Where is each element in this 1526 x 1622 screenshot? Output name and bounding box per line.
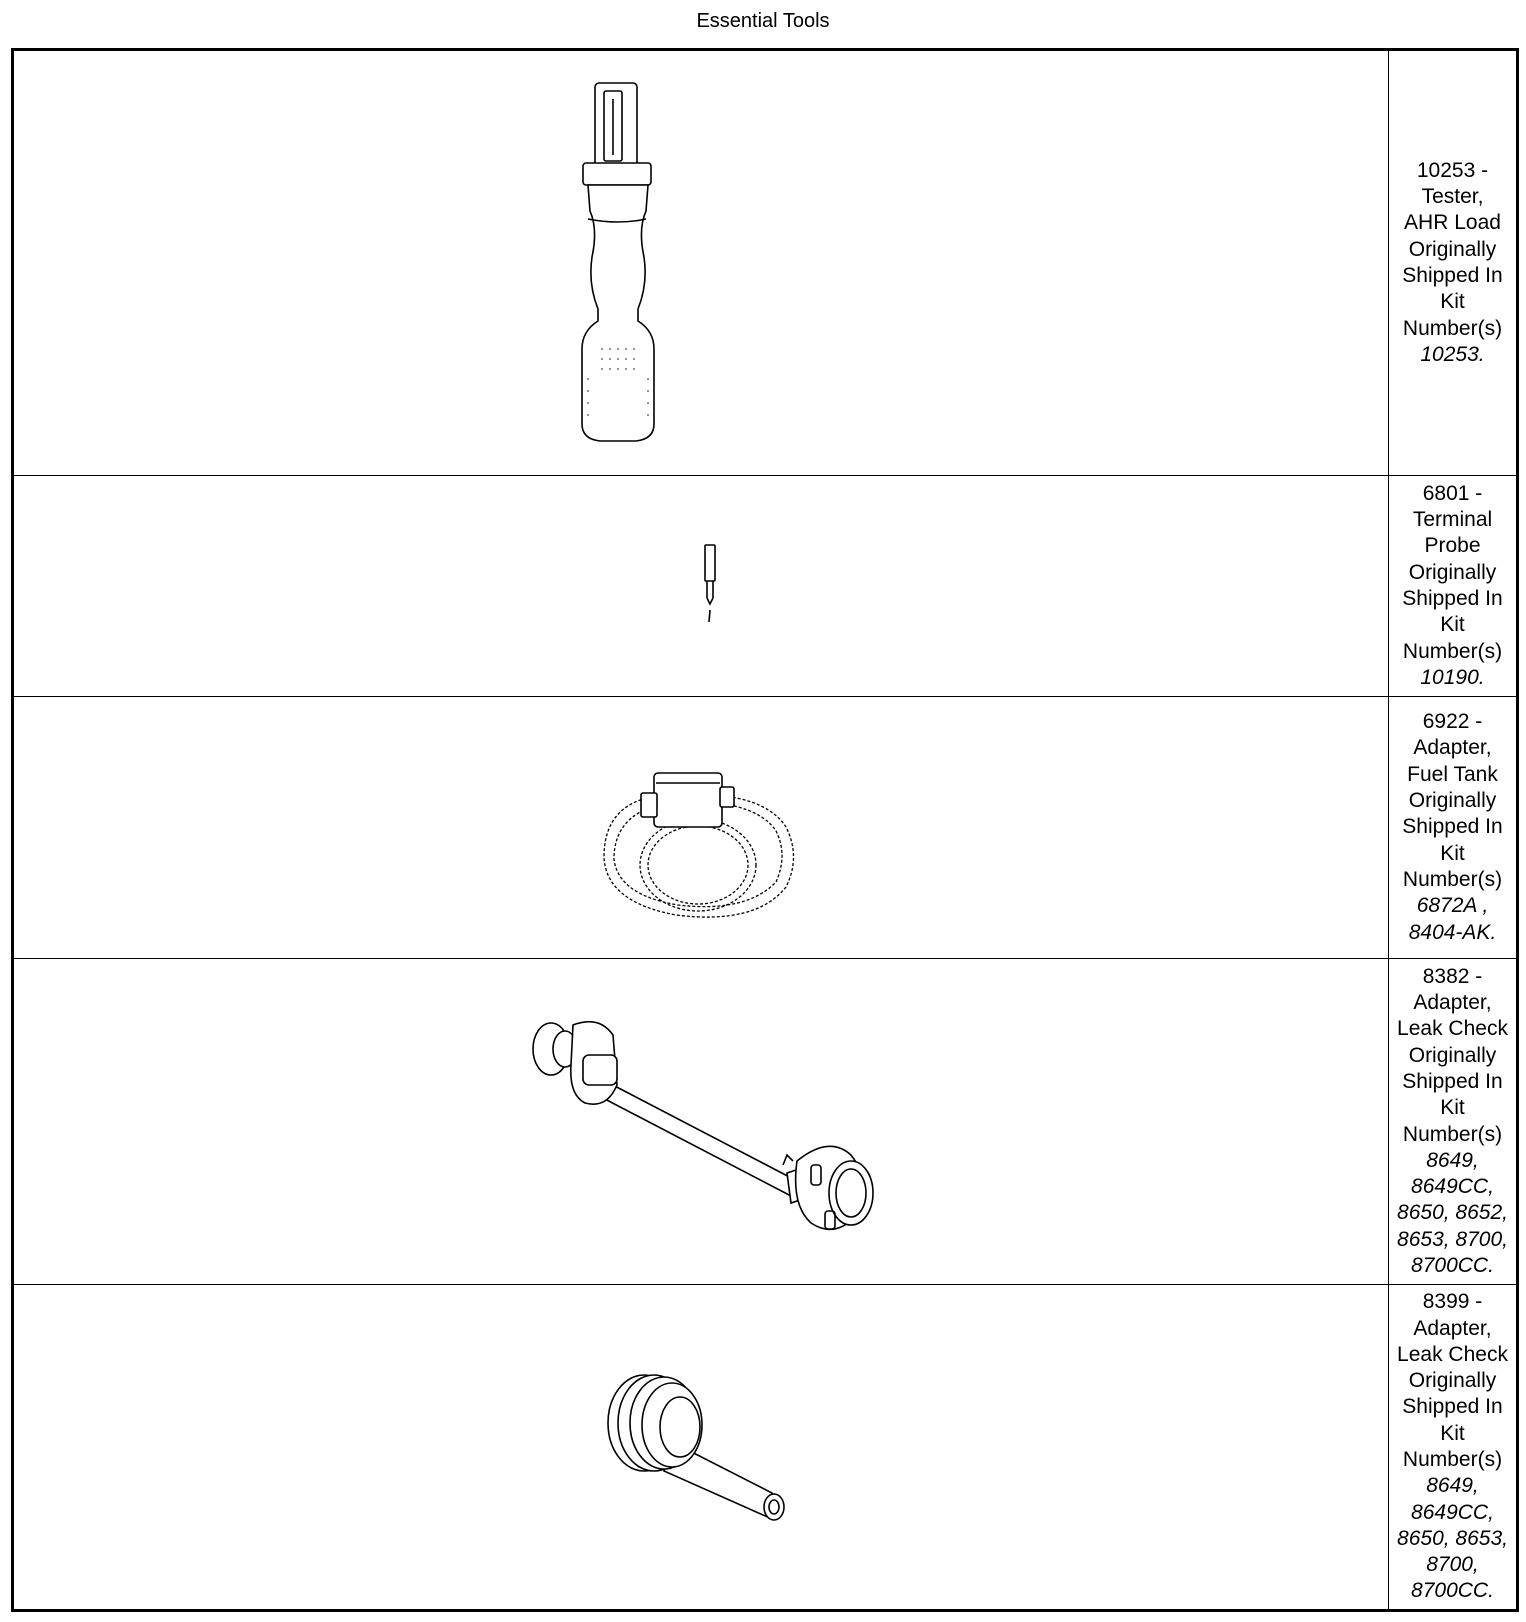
tool-description xyxy=(1389,1289,1516,1605)
description-line: Number(s) xyxy=(1402,1448,1503,1471)
description-line: Shipped In xyxy=(1402,1395,1503,1419)
tool-description xyxy=(1389,964,1516,1280)
page-title: Essential Tools xyxy=(696,10,830,32)
description-line: 8399 - xyxy=(1422,1290,1483,1314)
kit-number: 10253. xyxy=(1420,342,1485,366)
description-line: Number(s) xyxy=(1402,867,1503,891)
description-line: Number(s) xyxy=(1402,316,1503,340)
description-line: 6922 - xyxy=(1422,710,1483,734)
kit-number: 6872A , xyxy=(1416,894,1489,918)
tool-description xyxy=(1389,481,1516,691)
terminal-probe-icon xyxy=(698,542,722,626)
kit-number: 8404-AK. xyxy=(1408,920,1497,944)
tool-illustration-cell xyxy=(13,476,1389,697)
description-line: Adapter, xyxy=(1413,991,1492,1015)
description-line: Originally xyxy=(1408,237,1497,261)
tool-illustration-cell xyxy=(13,959,1389,1285)
tools-table xyxy=(11,48,1519,1612)
description-line: Tester, xyxy=(1421,185,1484,209)
ahr-load-tester-icon xyxy=(574,79,664,449)
kit-number: 8653, 8700, xyxy=(1397,1227,1508,1251)
leak-check-adapter-8382-icon xyxy=(529,1015,889,1255)
kit-number: 8649CC, xyxy=(1411,1500,1494,1524)
tool-row xyxy=(13,476,1518,697)
description-line: Kit xyxy=(1440,1421,1465,1445)
leak-check-adapter-8399-icon xyxy=(604,1361,824,1541)
tool-row xyxy=(13,50,1518,476)
tool-description xyxy=(1389,709,1516,946)
tool-row xyxy=(13,959,1518,1285)
description-line: 8382 - xyxy=(1422,964,1483,988)
tool-row xyxy=(13,697,1518,959)
description-line: Originally xyxy=(1408,560,1497,584)
description-line: Kit xyxy=(1440,290,1465,314)
tool-description xyxy=(1389,158,1516,368)
tool-description-cell xyxy=(1389,697,1518,959)
kit-number: 8700CC. xyxy=(1411,1253,1494,1277)
description-line: Terminal xyxy=(1412,508,1493,532)
description-line: Leak Check xyxy=(1397,1342,1508,1366)
description-line: Originally xyxy=(1408,789,1497,813)
description-line: 10253 - xyxy=(1416,158,1489,182)
kit-number: 8649, xyxy=(1426,1474,1479,1498)
kit-number: 8700CC. xyxy=(1411,1579,1494,1603)
description-line: Kit xyxy=(1440,1096,1465,1120)
description-line: Shipped In xyxy=(1402,587,1503,610)
kit-number: 8650, 8652, xyxy=(1397,1201,1508,1225)
tool-row xyxy=(13,1285,1518,1611)
description-line: Kit xyxy=(1440,841,1465,865)
description-line: 6801 - xyxy=(1422,481,1483,505)
tool-description-cell xyxy=(1389,1285,1518,1611)
description-line: Number(s) xyxy=(1402,639,1503,663)
description-line: Adapter, xyxy=(1413,1316,1492,1340)
description-line: Originally xyxy=(1408,1369,1497,1393)
kit-number: 8650, 8653, xyxy=(1397,1526,1508,1550)
description-line: Kit xyxy=(1440,613,1465,637)
kit-number: 8700, xyxy=(1426,1553,1479,1577)
description-line: Shipped In xyxy=(1402,815,1503,839)
description-line: AHR Load xyxy=(1404,211,1501,235)
description-line: Number(s) xyxy=(1402,1122,1503,1146)
description-line: Originally xyxy=(1408,1043,1497,1067)
kit-number: 8649, xyxy=(1426,1148,1479,1172)
description-line: Fuel Tank xyxy=(1407,762,1498,786)
kit-number: 10190. xyxy=(1420,665,1485,689)
fuel-tank-adapter-icon xyxy=(596,737,806,927)
description-line: Leak Check xyxy=(1397,1017,1508,1041)
tool-illustration-cell xyxy=(13,50,1389,476)
kit-number: 8649CC, xyxy=(1411,1175,1494,1199)
description-line: Shipped In xyxy=(1402,264,1503,287)
description-line: Adapter, xyxy=(1413,736,1492,760)
tool-illustration-cell xyxy=(13,1285,1389,1611)
description-line: Shipped In xyxy=(1402,1069,1503,1093)
description-line: Probe xyxy=(1424,534,1481,558)
tool-description-cell xyxy=(1389,476,1518,697)
tool-description-cell xyxy=(1389,50,1518,476)
tool-description-cell xyxy=(1389,959,1518,1285)
tool-illustration-cell xyxy=(13,697,1389,959)
